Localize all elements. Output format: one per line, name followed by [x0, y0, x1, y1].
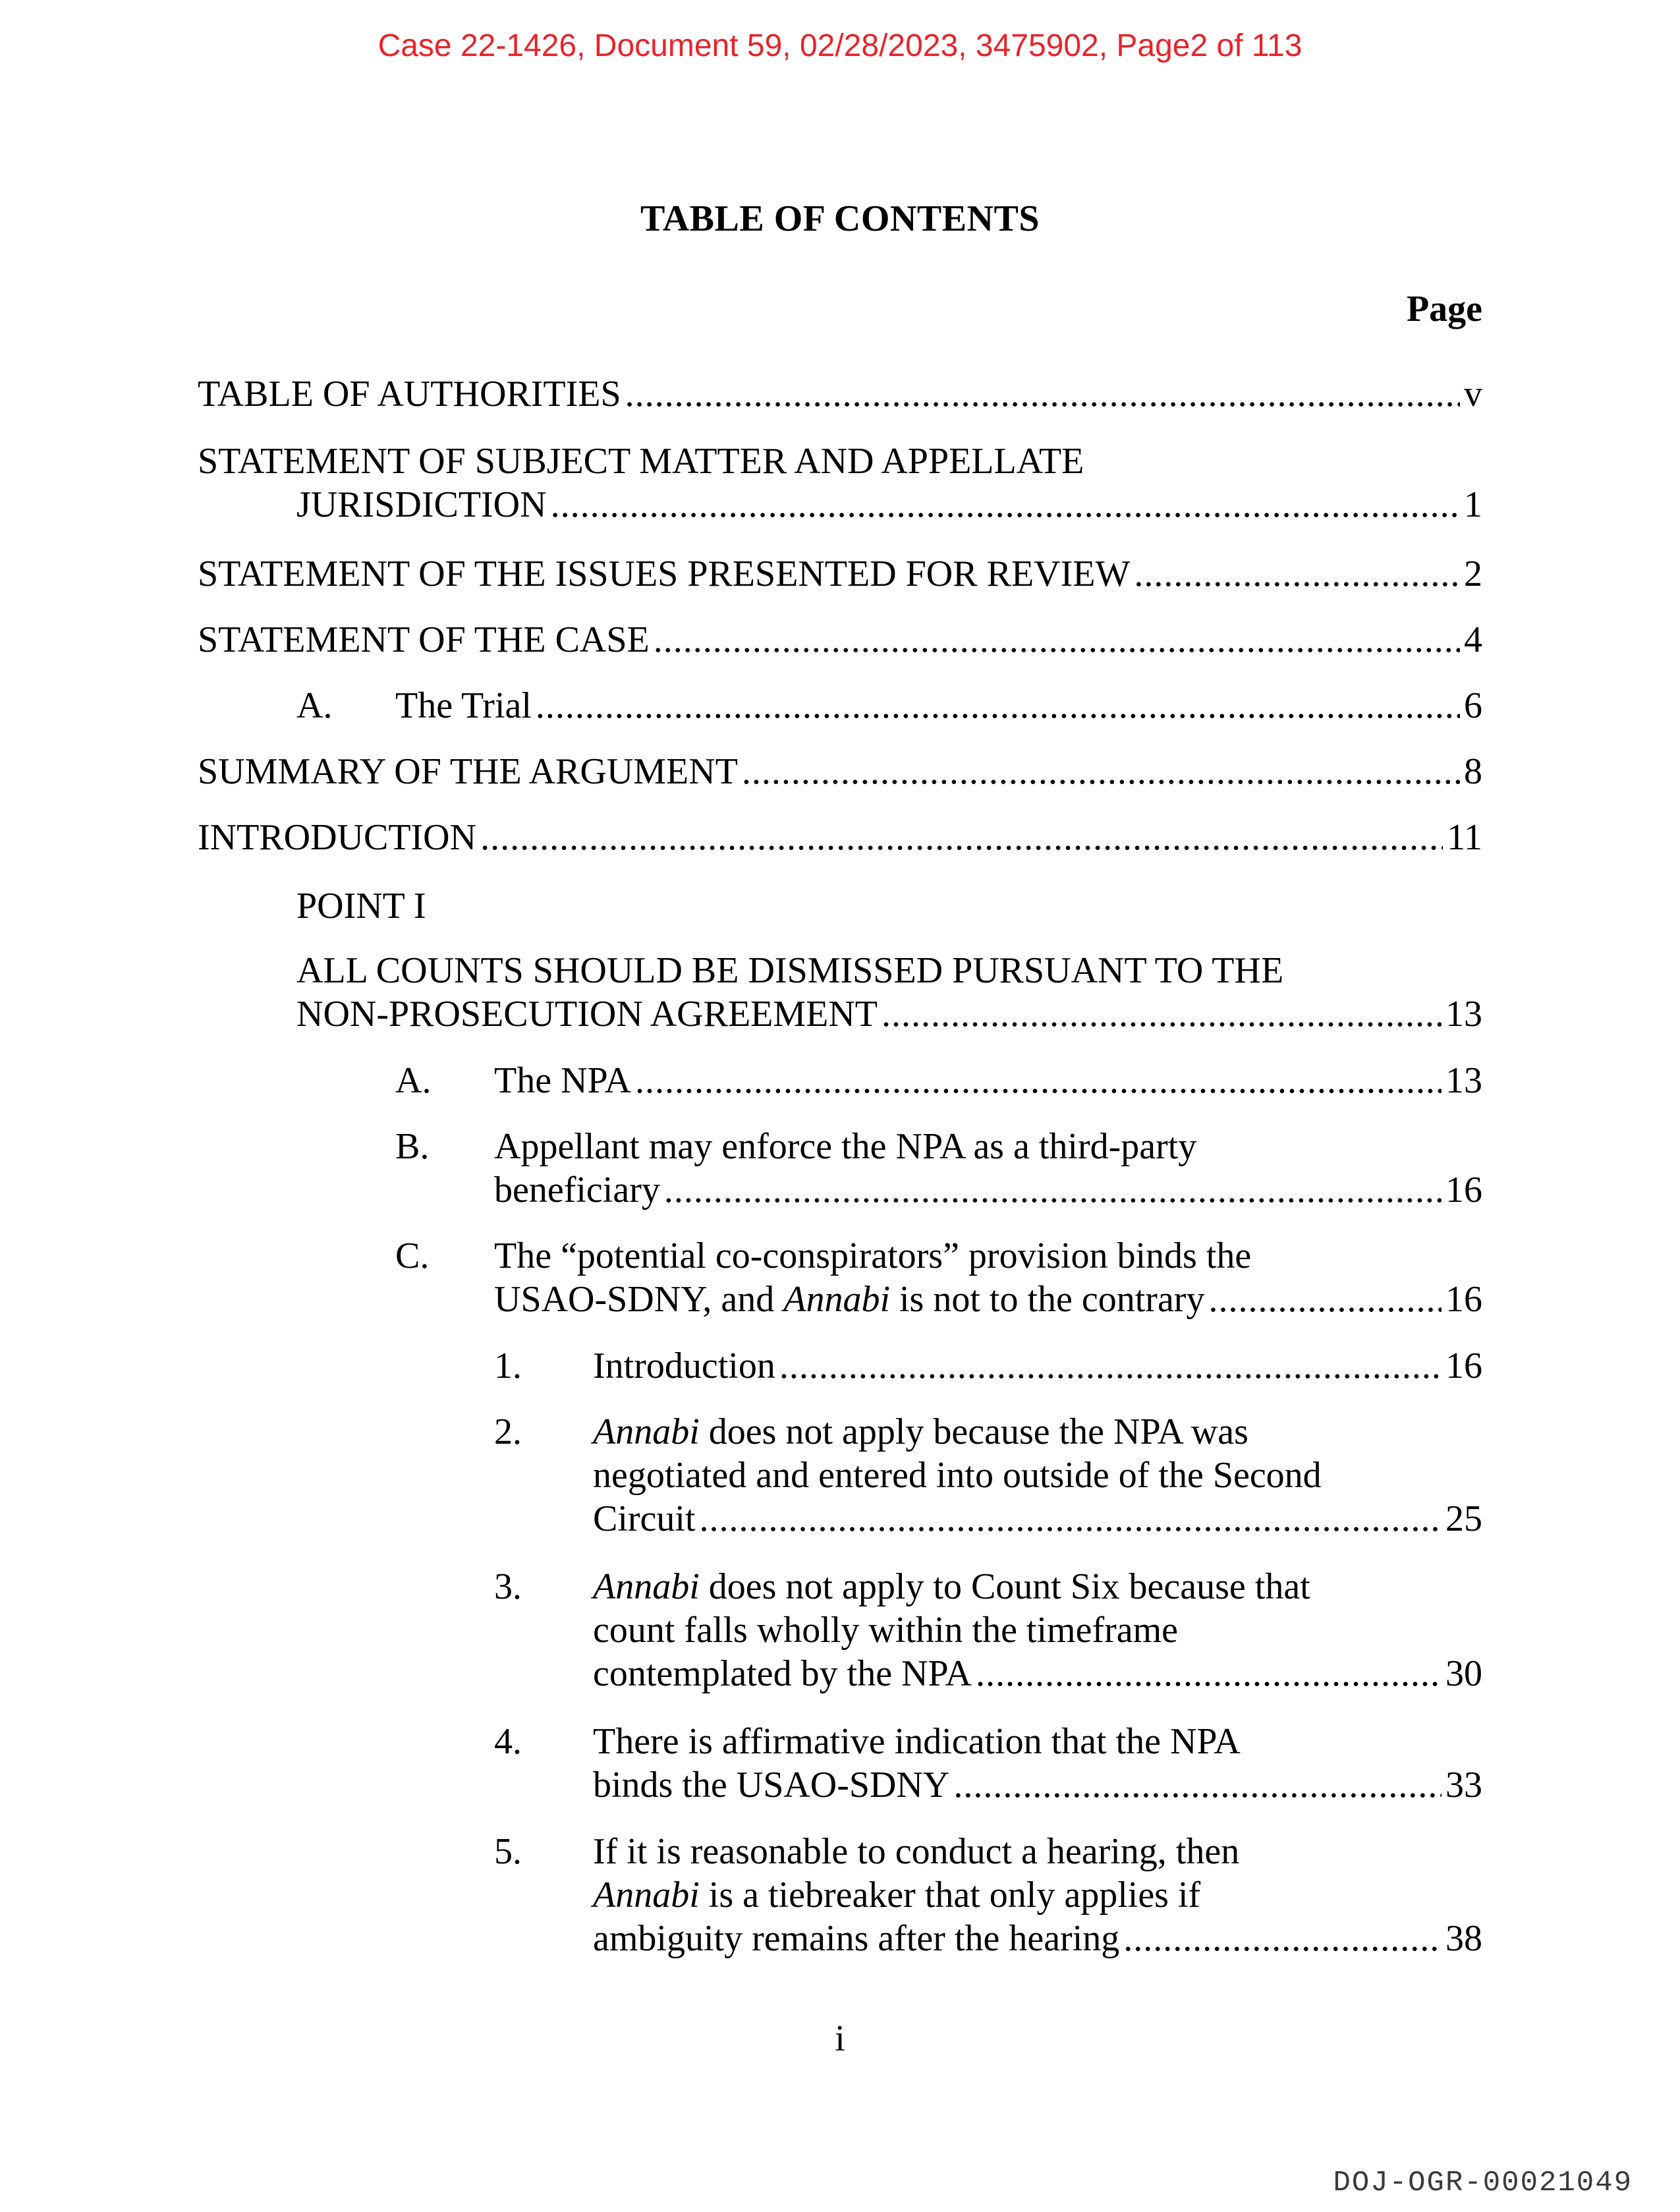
toc-entry-title: TABLE OF AUTHORITIES — [198, 374, 621, 414]
toc-entry-title-line2: count falls wholly within the timeframe — [593, 1610, 1179, 1651]
page-title: TABLE OF CONTENTS — [640, 198, 1040, 239]
toc-entry[interactable] — [494, 1410, 1482, 1541]
leader-dots — [480, 816, 1443, 859]
toc-entry[interactable] — [395, 1059, 1482, 1102]
toc-entry[interactable] — [198, 750, 1482, 793]
leader-dots — [700, 1497, 1442, 1541]
case-header-stamp: Case 22-1426, Document 59, 02/28/2023, 3475902, Page2 of 113 — [378, 28, 1302, 63]
case-name-italic: Annabi — [593, 1566, 700, 1607]
leader-dots — [664, 1168, 1442, 1212]
toc-page-number: 13 — [1445, 994, 1482, 1035]
toc-entry[interactable] — [198, 816, 1482, 859]
toc-entry[interactable] — [198, 618, 1482, 662]
toc-page-number: 11 — [1447, 817, 1482, 858]
toc-page-number: 25 — [1445, 1498, 1482, 1539]
text-segment: USAO-SDNY, and — [494, 1279, 784, 1320]
toc-entry-marker: 2. — [494, 1411, 522, 1452]
toc-entry[interactable] — [395, 1234, 1482, 1321]
toc-entry-title-line1: Appellant may enforce the NPA as a third-party — [494, 1126, 1197, 1167]
toc-entry-title-line3: contemplated by the NPA — [593, 1653, 972, 1694]
leader-dots — [635, 1059, 1442, 1102]
toc-page-number: 6 — [1464, 685, 1482, 726]
toc-page-number: 2 — [1464, 553, 1482, 594]
toc-page-number: 8 — [1464, 751, 1482, 792]
toc-entry-title-line1: STATEMENT OF SUBJECT MATTER AND APPELLATE — [198, 441, 1084, 482]
toc-entry-title-line2 — [494, 1278, 1204, 1321]
toc-page-number: 1 — [1464, 484, 1482, 525]
toc-page-number: 30 — [1445, 1653, 1482, 1694]
toc-entry-title-line1: ALL COUNTS SHOULD BE DISMISSED PURSUANT TO THE — [296, 950, 1284, 991]
toc-entry-title-line3: ambiguity remains after the hearing — [593, 1918, 1120, 1959]
leader-dots — [625, 372, 1460, 416]
toc-entry[interactable] — [198, 552, 1482, 596]
toc-entry-marker: 3. — [494, 1566, 522, 1607]
leader-dots — [1134, 552, 1460, 596]
text-segment: is not to the contrary — [890, 1279, 1205, 1320]
toc-entry-marker: A. — [395, 1060, 432, 1101]
toc-page-number: 16 — [1445, 1279, 1482, 1320]
toc-entry-title-line2 — [593, 1873, 1482, 1917]
case-name-italic: Annabi — [783, 1279, 890, 1320]
toc-entry-marker: 4. — [494, 1721, 522, 1762]
toc-page-number: 38 — [1445, 1918, 1482, 1959]
case-name-italic: Annabi — [593, 1875, 700, 1915]
toc-entry-title-line1: If it is reasonable to conduct a hearing, then — [593, 1831, 1240, 1872]
toc-entry-title-line2: JURISDICTION — [296, 484, 547, 525]
leader-dots — [882, 992, 1442, 1036]
toc-entry[interactable] — [395, 1125, 1482, 1212]
toc-entry[interactable] — [198, 372, 1482, 416]
toc-entry-title-line2: beneficiary — [494, 1170, 660, 1210]
toc-point-label: POINT I — [296, 886, 426, 926]
toc-page-number: v — [1464, 374, 1482, 414]
leader-dots — [1123, 1917, 1442, 1960]
toc-entry-title-line1: The “potential co-conspirators” provision binds the — [494, 1235, 1252, 1276]
toc-entry-title: The NPA — [494, 1060, 631, 1101]
toc-entry[interactable] — [296, 949, 1482, 1036]
leader-dots — [742, 750, 1460, 793]
toc-entry-marker: C. — [395, 1235, 430, 1276]
leader-dots — [536, 684, 1460, 727]
toc-entry-title-line2: binds the USAO-SDNY — [593, 1765, 950, 1805]
toc-entry[interactable] — [494, 1565, 1482, 1695]
toc-entry[interactable] — [494, 1830, 1482, 1960]
toc-entry-title: Introduction — [593, 1346, 775, 1386]
toc-entry-title-line2: NON-PROSECUTION AGREEMENT — [296, 994, 878, 1035]
toc-entry-title-line3: Circuit — [593, 1498, 696, 1539]
toc-entry-marker: B. — [395, 1126, 430, 1167]
leader-dots — [654, 618, 1460, 662]
page-column-label: Page — [1406, 289, 1482, 329]
toc-entry-title-line1: There is affirmative indication that the NPA — [593, 1721, 1241, 1762]
leader-dots — [1208, 1278, 1442, 1321]
toc-entry[interactable] — [494, 1720, 1482, 1807]
toc-entry-title: STATEMENT OF THE CASE — [198, 619, 650, 660]
case-name-italic: Annabi — [593, 1411, 700, 1452]
toc-page-number: 13 — [1445, 1060, 1482, 1101]
bates-number: DOJ-OGR-00021049 — [1333, 2167, 1633, 2199]
toc-page-number: 16 — [1445, 1170, 1482, 1210]
toc-entry[interactable] — [494, 1344, 1482, 1388]
toc-entry[interactable] — [198, 440, 1482, 526]
toc-page-number: 33 — [1445, 1765, 1482, 1805]
page-number-footer: i — [835, 2018, 845, 2059]
toc-entry[interactable] — [296, 684, 1482, 727]
toc-entry-title: SUMMARY OF THE ARGUMENT — [198, 751, 738, 792]
toc-entry-title: STATEMENT OF THE ISSUES PRESENTED FOR REVIEW — [198, 553, 1131, 594]
toc-entry-title-line1 — [593, 1565, 1482, 1608]
toc-entry-marker: 1. — [494, 1346, 522, 1386]
toc-entry-marker: 5. — [494, 1831, 522, 1872]
toc-entry-title: INTRODUCTION — [198, 817, 477, 858]
leader-dots — [976, 1652, 1442, 1695]
text-segment: is a tiebreaker that only applies if — [699, 1875, 1201, 1915]
text-segment: does not apply because the NPA was — [699, 1411, 1248, 1452]
toc-page-number: 4 — [1464, 619, 1482, 660]
toc-entry-title-line2: negotiated and entered into outside of the Second — [593, 1455, 1322, 1496]
leader-dots — [779, 1344, 1442, 1388]
leader-dots — [953, 1763, 1442, 1807]
toc-entry-marker: A. — [296, 685, 333, 726]
leader-dots — [551, 483, 1460, 526]
toc-entry-title: The Trial — [395, 685, 532, 726]
toc-page-number: 16 — [1445, 1346, 1482, 1386]
text-segment: does not apply to Count Six because that — [699, 1566, 1310, 1607]
toc-entry-title-line1 — [593, 1410, 1482, 1454]
